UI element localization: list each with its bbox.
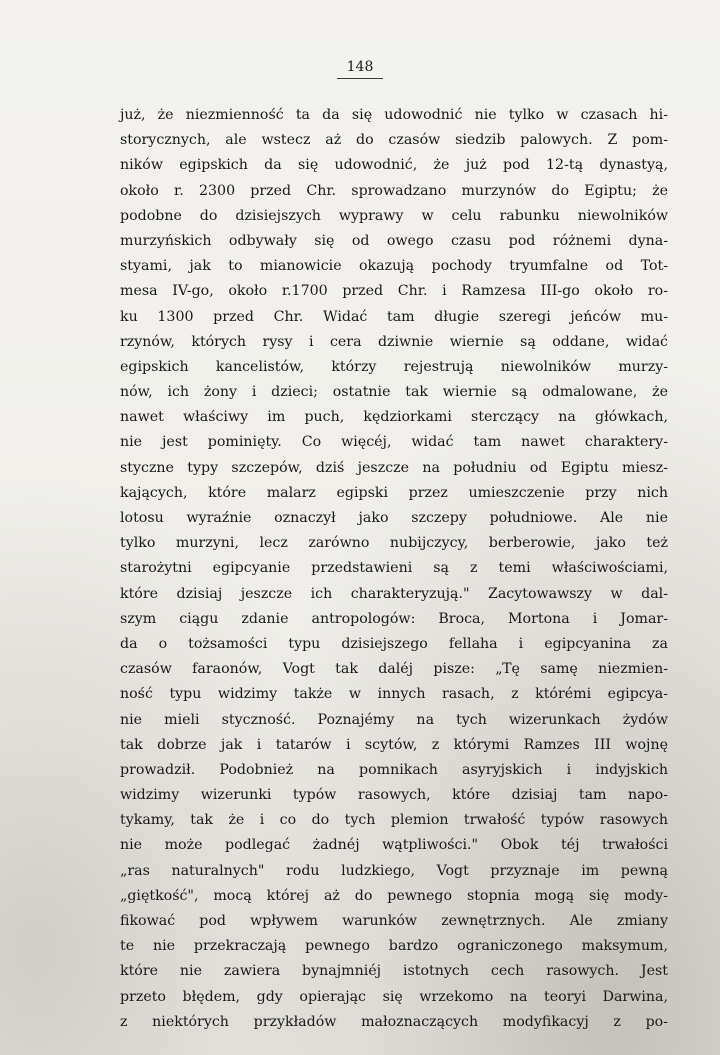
text-line: styczne typy szczepów, dziś jeszcze na południu od Egiptu miesz- <box>120 459 668 476</box>
text-line: przeto błędem, gdy opierając się wrzekomo na teoryi Darwina, <box>120 988 668 1005</box>
text-line: kających, które malarz egipski przez umieszczenie przy nich <box>120 484 668 501</box>
text-line: tak dobrze jak i tatarów i scytów, z którymi Ramzes III wojnę <box>120 736 668 753</box>
text-line: te nie przekraczają pewnego bardzo ograniczonego maksymum, <box>120 938 668 955</box>
text-line: tykamy, tak że i co do tych plemion trwałość typów rasowych <box>120 812 668 829</box>
text-line: ku 1300 przed Chr. Widać tam długie szeregi jeńców mu- <box>120 308 668 325</box>
page-header <box>0 58 720 79</box>
text-line: nie mieli styczność. Poznajémy na tych wizerunkach żydów <box>120 711 668 728</box>
text-line: prowadził. Podobnież na pomnikach asyryjskich i indyjskich <box>120 761 668 778</box>
text-line: styami, jak to mianowicie okazują pochody tryumfalne od Tot- <box>120 258 668 275</box>
text-line: starożytni egipcyanie przedstawieni są z temi właściwościami, <box>120 560 668 577</box>
text-line: już, że niezmienność ta da się udowodnić nie tylko w czasach hi- <box>120 107 668 123</box>
text-line: około r. 2300 przed Chr. sprowadzano murzynów do Egiptu; że <box>120 182 668 199</box>
text-line: da o tożsamości typu dzisiejszego fellaha i egipcyanina za <box>120 635 668 652</box>
text-line: egipskich kancelistów, którzy rejestrują niewolników murzy- <box>120 358 668 375</box>
text-line: lotosu wyraźnie oznaczył jako szczepy południowe. Ale nie <box>120 510 668 526</box>
text-line: czasów faraonów, Vogt tak daléj pisze: „Tę samę niezmien- <box>120 661 668 678</box>
text-line: nie może podlegać żadnéj wątpliwości." Obok téj trwałości <box>120 837 668 854</box>
page-number: 148 <box>337 59 384 79</box>
text-line: „giętkość", mocą której aż do pewnego stopnia mogą się mody- <box>120 887 668 904</box>
text-line: nie jest pominięty. Co więcéj, widać tam nawet charaktery- <box>120 434 668 451</box>
text-line: szym ciągu zdanie antropologów: Broca, Mortona i Jomar- <box>120 610 668 627</box>
text-line: murzyńskich odbywały się od owego czasu pod różnemi dyna- <box>120 232 668 249</box>
text-line: które dzisiaj jeszcze ich charakteryzują." Zacytowawszy w dal- <box>120 585 668 602</box>
text-line: widzimy wizerunki typów rasowych, które dzisiaj tam napo- <box>120 787 668 804</box>
text-line: ników egipskich da się udowodnić, że już pod 12-tą dynastyą, <box>120 157 668 174</box>
text-line: fikować pod wpływem warunków zewnętrznych. Ale zmiany <box>120 913 668 929</box>
text-line: ność typu widzimy także w innych rasach, z którémi egipcya- <box>120 686 668 703</box>
text-line: „ras naturalnych" rodu ludzkiego, Vogt przyznaje im pewną <box>120 862 668 879</box>
text-line: nawet właściwy im puch, kędziorkami sterczący na główkach, <box>120 409 668 426</box>
text-line: nów, ich żony i dzieci; ostatnie tak wiernie są odmalowane, że <box>120 384 668 401</box>
text-line: rzynów, których rysy i cera dziwnie wiernie są oddane, widać <box>120 333 668 350</box>
body-text <box>120 103 668 1035</box>
text-line: które nie zawiera bynajmniéj istotnych cech rasowych. Jest <box>120 963 668 980</box>
text-line: podobne do dzisiejszych wyprawy w celu rabunku niewolników <box>120 207 668 224</box>
text-line: tylko murzyni, lecz zarówno nubijczycy, berberowie, jako też <box>120 535 668 552</box>
text-line: z niektórych przykładów małoznaczących modyfikacyj z po- <box>120 1013 668 1030</box>
text-line: storycznych, ale wstecz aż do czasów siedzib palowych. Z pom- <box>120 132 668 149</box>
text-line: mesa IV-go, około r.1700 przed Chr. i Ramzesa III-go około ro- <box>120 283 668 300</box>
